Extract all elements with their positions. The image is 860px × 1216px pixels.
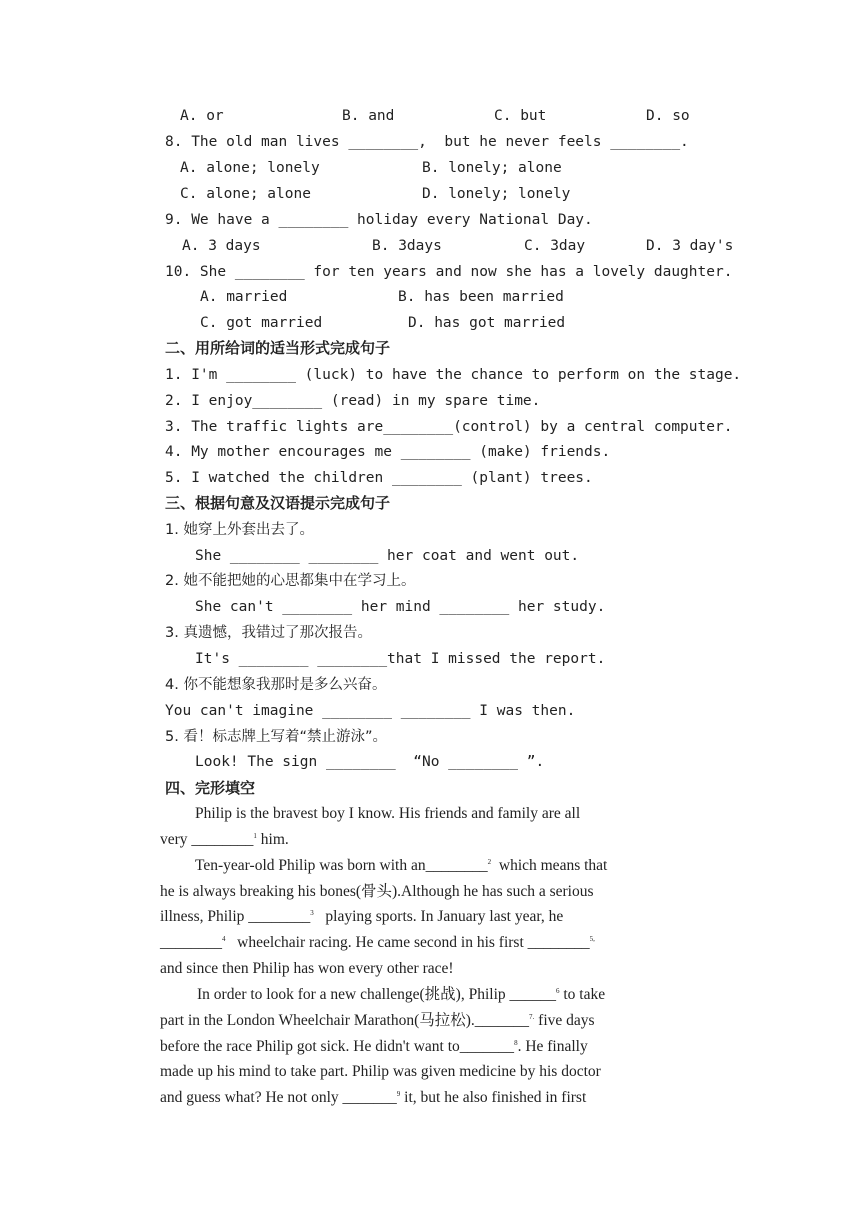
blank-number-6: 6 [556,986,560,995]
blank-number-7: 7. [529,1012,535,1021]
cloze-line-8: In order to look for a new challenge(挑战), Philip ______$^6$ to take [197,986,606,1003]
cloze-line-1: Philip is the bravest boy I know. His friends and family are all [195,805,581,822]
section2-item-4: 4. My mother encourages me ________ (make) friends. [165,444,611,460]
section2-item-1: 1. I'm ________ (luck) to have the chance to perform on the stage. [165,367,742,383]
cloze-line-7: and since then Philip has won every other race! [160,960,454,977]
cloze-line-11: made up his mind to take part. Philip was given medicine by his doctor [160,1063,601,1080]
blank-number-9: 9 [396,1089,401,1098]
blank-number-1: 1 [253,831,257,840]
blank-number-8: 8 [514,1038,518,1047]
q10-option-b: B. has been married [398,289,564,305]
q7-option-b: B. and [342,108,395,124]
section4-heading: 四、完形填空 [165,779,256,797]
cloze-line-5: illness, Philip ________$^3$ playing sports. In January last year, he [160,908,564,925]
section2-item-5: 5. I watched the children ________ (plant) trees. [165,470,593,486]
section3-item-4-en: You can't imagine ________ ________ I was then. [165,703,576,719]
q10-option-d: D. has got married [408,315,566,331]
blank-number-2: 2 [487,857,492,866]
section3-item-1-en: She ________ ________ her coat and went out. [195,548,580,564]
cloze-line-9: part in the London Wheelchair Marathon(马拉松)._______$^{7.}$ five days [160,1012,595,1029]
q8-option-d: D. lonely; lonely [422,186,571,202]
q7-option-c: C. but [494,108,547,124]
section3-item-5-en: Look! The sign ________ “No ________ ”. [195,754,545,770]
q8-option-c: C. alone; alone [180,186,311,202]
q10-option-c: C. got married [200,315,323,331]
q8-option-b: B. lonely; alone [422,160,562,176]
section3-item-3-en: It's ________ ________that I missed the report. [195,651,606,667]
blank-number-3: 3 [310,908,314,917]
blank-number-4: 4 [222,934,226,943]
section3-item-1-cn: 1. 她穿上外套出去了。 [165,522,314,538]
cloze-line-4: he is always breaking his bones(骨头).Although he has such a serious [160,883,594,900]
q10-stem: 10. She ________ for ten years and now she has a lovely daughter. [165,264,733,280]
section3-item-2-cn: 2. 她不能把她的心思都集中在学习上。 [165,573,416,589]
q10-option-a: A. married [200,289,288,305]
q9-option-a: A. 3 days [182,238,261,254]
q8-option-a: A. alone; lonely [180,160,320,176]
blank-number-5: 5, [589,934,595,943]
section3-heading: 三、根据句意及汉语提示完成句子 [165,494,391,512]
section2-item-2: 2. I enjoy________ (read) in my spare time. [165,393,541,409]
q9-option-d: D. 3 day's [646,238,734,254]
q7-option-a: A. or [180,108,224,124]
q7-option-d: D. so [646,108,690,124]
cloze-line-3: Ten-year-old Philip was born with an________$^2$ which means that [195,857,608,874]
section3-item-2-en: She can't ________ her mind ________ her study. [195,599,606,615]
q9-option-c: C. 3day [524,238,586,254]
cloze-line-2: very ________$^1$ him. [160,831,289,848]
section2-item-3: 3. The traffic lights are________(control) by a central computer. [165,419,733,435]
section3-item-3-cn: 3. 真遗憾，我错过了那次报告。 [165,625,372,641]
section3-item-4-cn: 4. 你不能想象我那时是多么兴奋。 [165,677,387,693]
cloze-line-6: ________$^4$ wheelchair racing. He came second in his first ________$^{5,}$ [160,934,595,951]
q8-stem: 8. The old man lives ________, but he never feels ________. [165,134,689,150]
cloze-line-12: and guess what? He not only _______$^9$ it, but he also finished in first [160,1089,587,1106]
cloze-line-10: before the race Philip got sick. He didn't want to_______$^8$. He finally [160,1038,588,1055]
section3-item-5-cn: 5. 看！标志牌上写着“禁止游泳”。 [165,729,387,745]
q9-stem: 9. We have a ________ holiday every National Day. [165,212,593,228]
section2-heading: 二、用所给词的适当形式完成句子 [165,339,391,357]
q9-option-b: B. 3days [372,238,442,254]
